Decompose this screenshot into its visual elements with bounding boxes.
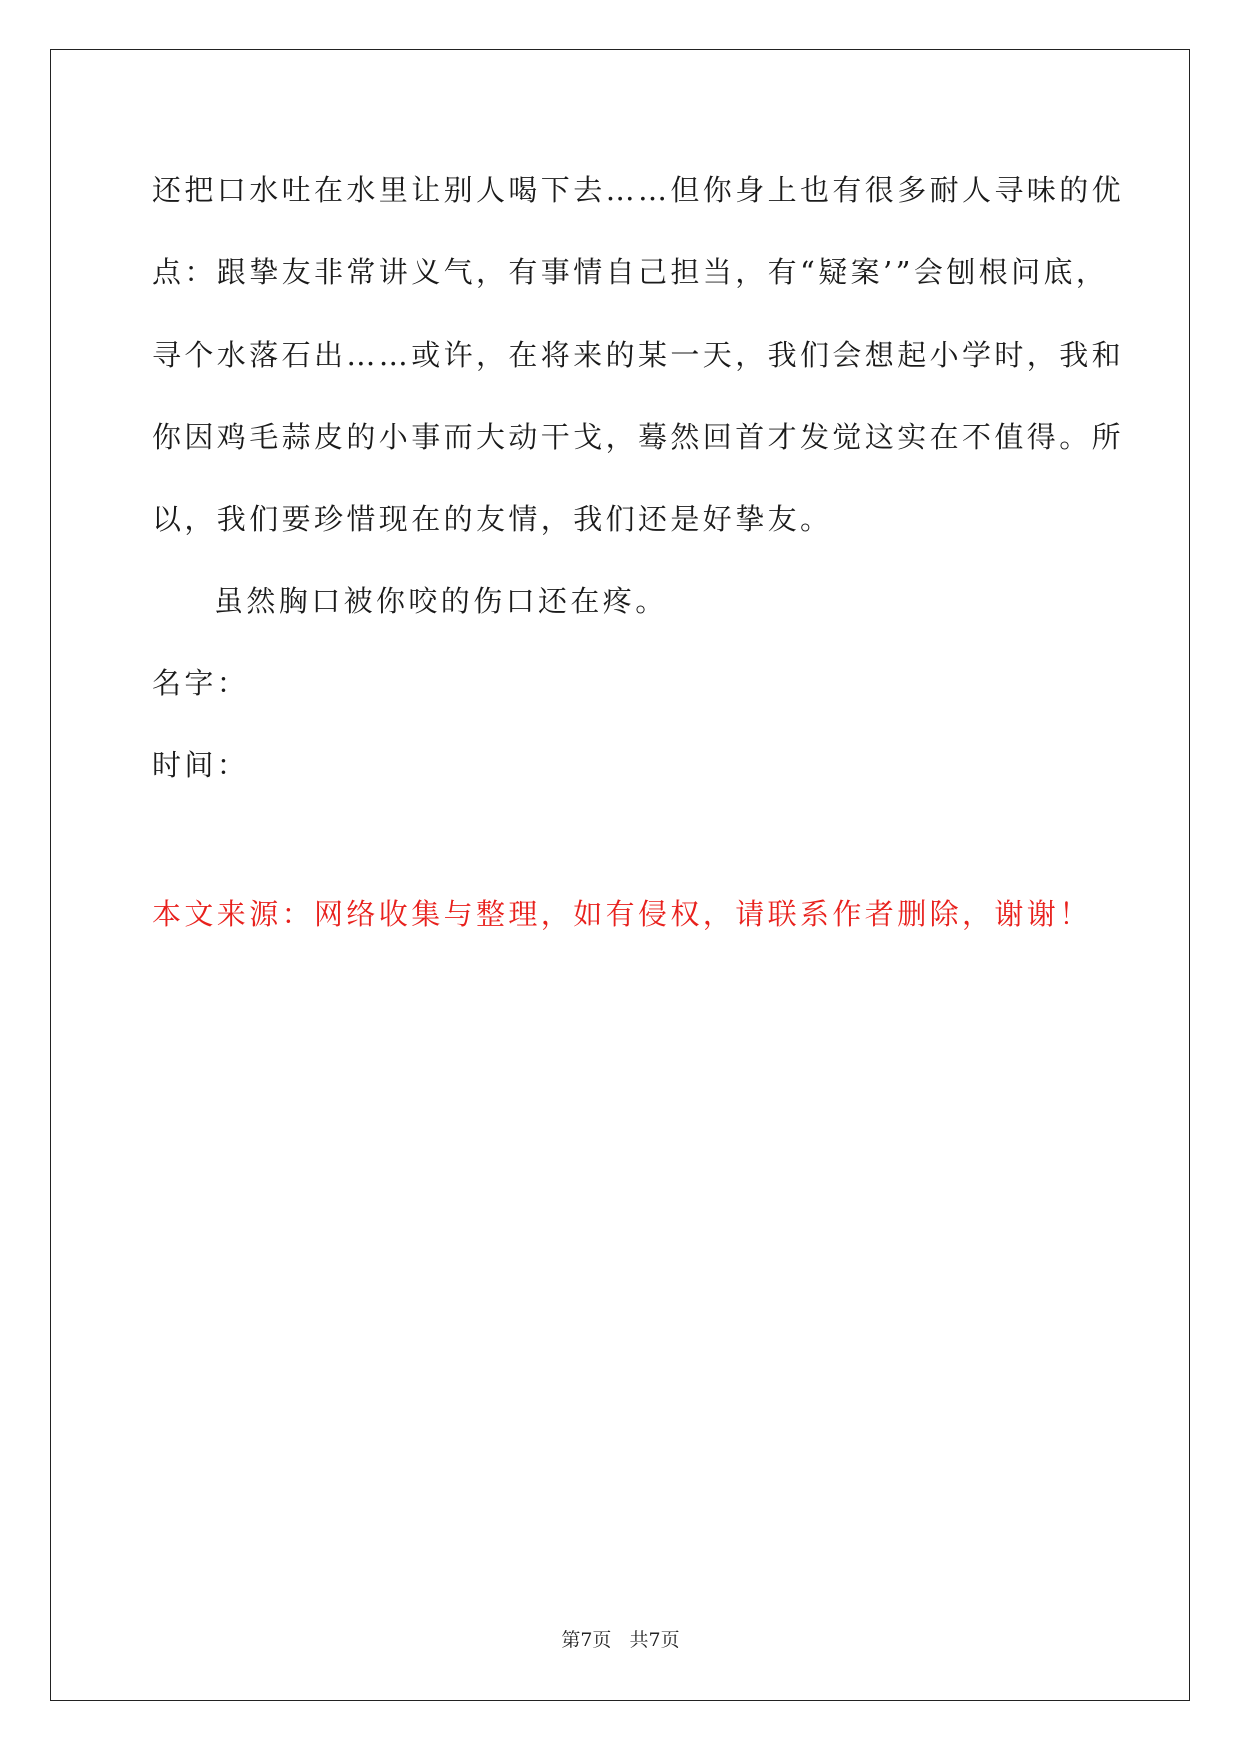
paragraph-line: 以，我们要珍惜现在的友情，我们还是好挚友。: [152, 502, 833, 536]
paragraph-line: 寻个水落石出……或许，在将来的某一天，我们会想起小学时，我和: [152, 338, 1125, 372]
paragraph-line: 点：跟挚友非常讲义气，有事情自己担当，有“疑案’”会刨根问底，: [152, 255, 1109, 289]
paragraph-line: 还把口水吐在水里让别人喝下去……但你身上也有很多耐人寻味的优: [152, 173, 1125, 207]
page-frame: [50, 49, 1190, 1701]
name-field-label: 名字：: [152, 666, 250, 700]
time-field-label: 时间：: [152, 748, 250, 782]
paragraph-line: 你因鸡毛蒜皮的小事而大动干戈，蓦然回首才发觉这实在不值得。所: [152, 420, 1125, 454]
page-number-footer: 第7页 共7页: [561, 1629, 680, 1651]
source-disclaimer: 本文来源：网络收集与整理，如有侵权，请联系作者删除，谢谢！: [152, 897, 1092, 931]
closing-sentence: 虽然胸口被你咬的伤口还在疼。: [214, 584, 668, 618]
